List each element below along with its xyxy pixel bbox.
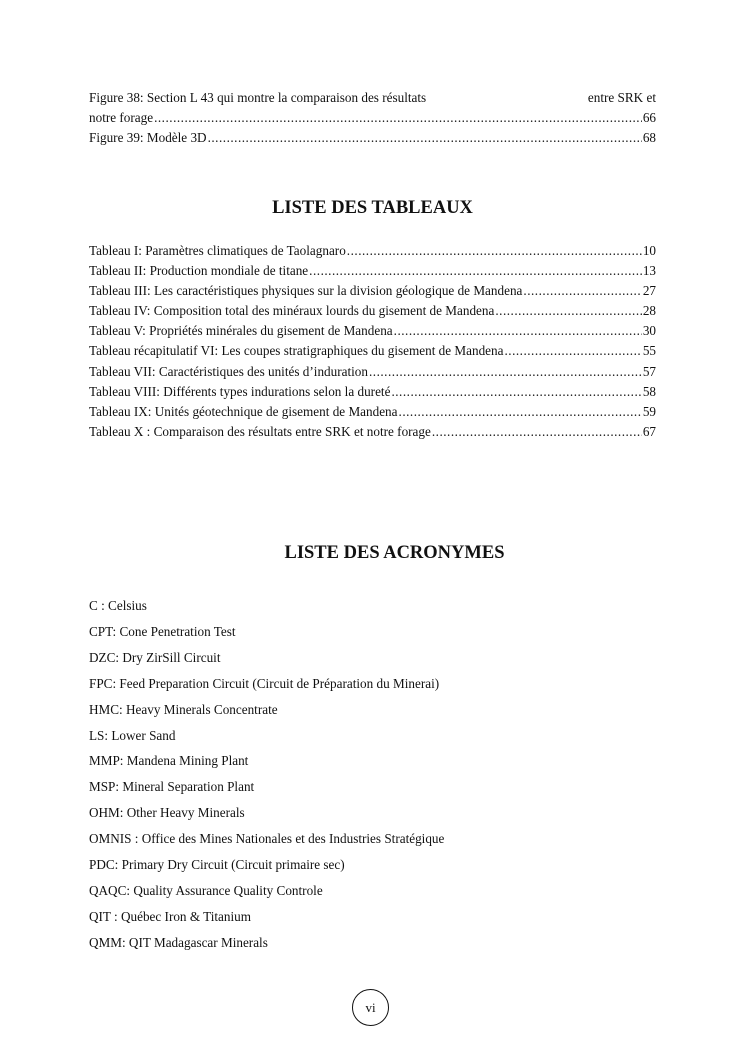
table-entry [89, 362, 656, 382]
table-page: 28 [642, 303, 656, 319]
acronym-entry: CPT: Cone Penetration Test [89, 623, 236, 639]
tables-heading: LISTE DES TABLEAUX [272, 198, 473, 218]
table-title: Tableau IX: Unités géotechnique de gisement de Mandena [89, 403, 398, 419]
table-entry [89, 261, 656, 281]
table-title: Tableau VII: Caractéristiques des unités d’induration [89, 363, 368, 379]
table-entry [89, 281, 656, 301]
page-number: vi [365, 999, 376, 1015]
table-page: 55 [642, 343, 656, 359]
table-title: Tableau III: Les caractéristiques physiques sur la division géologique de Mandena [89, 283, 523, 299]
acronym-entry: LS: Lower Sand [89, 727, 176, 743]
table-page: 59 [642, 403, 656, 419]
table-page: 13 [642, 263, 656, 279]
figure-39-title: Figure 39: Modèle 3D [89, 130, 207, 145]
dot-leader [208, 128, 642, 148]
page-number-badge [352, 989, 389, 1026]
table-entry [89, 402, 656, 422]
list-of-acronyms [89, 593, 649, 956]
table-page: 58 [642, 383, 656, 399]
acronym-entry: QIT : Québec Iron & Titanium [89, 908, 252, 924]
dot-leader [504, 341, 641, 361]
table-entry [89, 301, 656, 321]
table-title: Tableau V: Propriétés minérales du gisement de Mandena [89, 323, 393, 339]
dot-leader [309, 261, 642, 281]
list-of-tables [89, 241, 656, 442]
dot-leader [523, 281, 641, 301]
table-page: 27 [642, 283, 656, 299]
figure-39-page: 68 [642, 130, 656, 145]
acronym-entry: MMP: Mandena Mining Plant [89, 753, 249, 769]
acronym-entry: FPC: Feed Preparation Circuit (Circuit de Préparation du Minerai) [89, 675, 440, 691]
table-entry [89, 382, 656, 402]
acronym-entry: QAQC: Quality Assurance Quality Controle [89, 882, 323, 898]
dot-leader [394, 321, 642, 341]
list-of-figures-continued [89, 88, 656, 148]
acronym-entry: HMC: Heavy Minerals Concentrate [89, 701, 278, 717]
acronym-entry: C : Celsius [89, 598, 147, 613]
table-entry [89, 341, 656, 361]
dot-leader [391, 382, 641, 402]
dot-leader [399, 402, 642, 422]
dot-leader [154, 108, 642, 128]
table-title: Tableau X : Comparaison des résultats entre SRK et notre forage [89, 423, 431, 439]
table-entry [89, 422, 656, 442]
table-title: Tableau I: Paramètres climatiques de Taolagnaro [89, 243, 346, 258]
acronym-entry: OMNIS : Office des Mines Nationales et des Industries Stratégique [89, 831, 445, 847]
table-title: Tableau IV: Composition total des minéraux lourds du gisement de Mandena [89, 303, 495, 319]
table-page: 30 [642, 323, 656, 339]
table-page: 67 [642, 423, 656, 439]
dot-leader [347, 241, 642, 261]
table-entry [89, 241, 656, 261]
dot-leader [369, 362, 642, 382]
figure-38-title: Figure 38: Section L 43 qui montre la comparaison des résultats [89, 90, 427, 105]
table-title: Tableau récapitulatif VI: Les coupes stratigraphiques du gisement de Mandena [89, 343, 504, 359]
dot-leader [432, 422, 642, 442]
dot-leader [495, 301, 641, 321]
acronym-entry: QMM: QIT Madagascar Minerals [89, 934, 268, 950]
acronyms-heading: LISTE DES ACRONYMES [284, 543, 505, 563]
table-page: 57 [642, 363, 656, 379]
acronym-entry: MSP: Mineral Separation Plant [89, 779, 255, 795]
figure-38-entry-line2 [89, 108, 656, 128]
table-page: 10 [642, 243, 656, 258]
figure-38-entry-line1 [89, 88, 656, 108]
figure-38-title-continued: notre forage [89, 110, 154, 125]
table-title: Tableau VIII: Différents types indurations selon la dureté [89, 383, 391, 399]
acronym-entry: OHM: Other Heavy Minerals [89, 805, 245, 821]
acronym-entry: DZC: Dry ZirSill Circuit [89, 649, 221, 665]
figure-38-title-end: entre SRK et [587, 90, 656, 105]
table-title: Tableau II: Production mondiale de titane [89, 263, 309, 279]
acronym-entry: PDC: Primary Dry Circuit (Circuit primaire sec) [89, 857, 345, 873]
table-entry [89, 321, 656, 341]
figure-39-entry [89, 128, 656, 148]
figure-38-page: 66 [642, 110, 656, 125]
